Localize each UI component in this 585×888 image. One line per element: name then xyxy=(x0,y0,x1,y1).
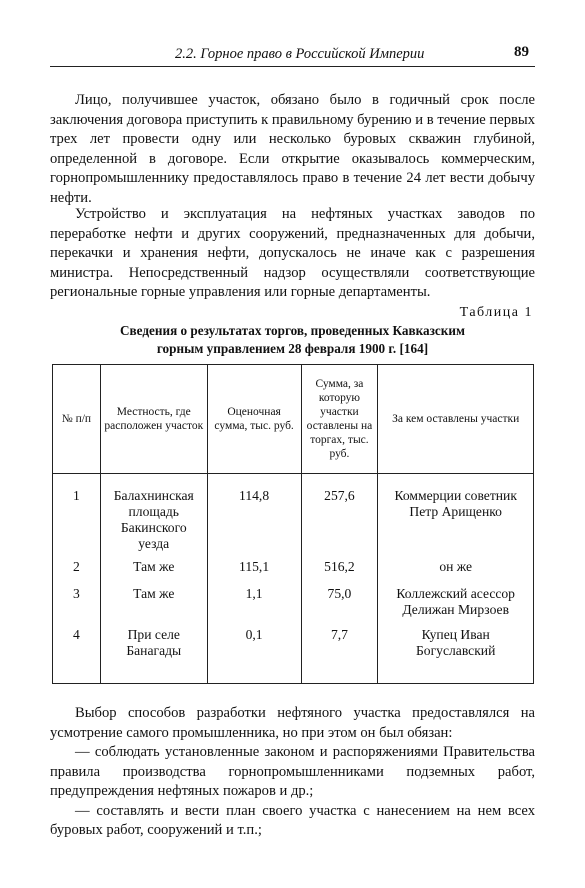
auction-results-table xyxy=(52,364,534,684)
table-row xyxy=(53,474,534,555)
paragraph-text: Выбор способов разработки нефтяного участка предоставлялся на усмотрение самого промышленника, но при этом он был обязан: xyxy=(50,705,535,741)
paragraph-text: Устройство и эксплуатация на нефтяных участках заводов по переработке нефти и других сооружений, предназначенных для добычи, перекачки и хранения нефти, допускалось не иначе как с разрешения министра. Непосредственный надзор осуществляли соответствующие региональные горные управления или горные департаменты. xyxy=(50,206,535,300)
cell-estimate: 0,1 xyxy=(207,623,301,684)
cell-location: Там же xyxy=(100,555,207,582)
cell-winner: он же xyxy=(378,555,534,582)
cell-auction-sum: 7,7 xyxy=(301,623,378,684)
cell-number: 2 xyxy=(53,555,101,582)
list-item: — составлять и вести план своего участка с нанесением на нем всех буровых работ, сооружений и т.п.; xyxy=(50,802,535,838)
table-row xyxy=(53,623,534,684)
paragraph-text: Лицо, получившее участок, обязано было в годичный срок после заключения договора приступить к правильному бурению и в течение первых трех лет провести одну или несколько буровых скважин глубиной, определенной в договоре. Если открытие оказывалось коммерческим, горнопромышленнику предоставлялось право в течение 24 лет вести добычу нефти. xyxy=(50,92,535,206)
cell-winner: Коммерции советник Петр Арищенко xyxy=(378,474,534,555)
header-winner: За кем оставлены участки xyxy=(378,365,534,474)
cell-location: При селе Банагады xyxy=(100,623,207,684)
cell-winner: Коллежский асессор Делижан Мирзоев xyxy=(378,582,534,623)
header-estimate: Оценочная сумма, тыс. руб. xyxy=(207,365,301,474)
header-auction-sum: Сумма, за которую участки оставлены на торгах, тыс. руб. xyxy=(301,365,378,474)
header-location: Местность, где расположен участок xyxy=(100,365,207,474)
table-caption-line: горным управлением 28 февраля 1900 г. [164] xyxy=(156,341,429,356)
table-caption xyxy=(50,322,535,358)
cell-number: 4 xyxy=(53,623,101,684)
page-header xyxy=(50,40,535,67)
running-title: 2.2. Горное право в Российской Империи xyxy=(175,46,425,62)
cell-auction-sum: 75,0 xyxy=(301,582,378,623)
table-row xyxy=(53,582,534,623)
cell-location: Там же xyxy=(100,582,207,623)
paragraph-obligations xyxy=(50,704,535,841)
table-label: Таблица 1 xyxy=(459,305,533,320)
cell-estimate: 114,8 xyxy=(207,474,301,555)
cell-number: 3 xyxy=(53,582,101,623)
cell-auction-sum: 257,6 xyxy=(301,474,378,555)
cell-winner: Купец Иван Богуславский xyxy=(378,623,534,684)
paragraph-facilities xyxy=(50,205,535,303)
table-header-row xyxy=(53,365,534,474)
paragraph-lease-obligations xyxy=(50,91,535,208)
cell-location: Балахнинская площадь Бакинского уезда xyxy=(100,474,207,555)
table-row xyxy=(53,555,534,582)
page-number: 89 xyxy=(514,44,529,60)
cell-number: 1 xyxy=(53,474,101,555)
list-item: — соблюдать установленные законом и распоряжениями Правительства правила производства горнопромышленниками подземных работ, предупреждения нефтяных пожаров и др.; xyxy=(50,744,535,799)
cell-estimate: 1,1 xyxy=(207,582,301,623)
header-number: № п/п xyxy=(53,365,101,474)
table-caption-line: Сведения о результатах торгов, проведенных Кавказским xyxy=(120,323,465,338)
cell-auction-sum: 516,2 xyxy=(301,555,378,582)
cell-estimate: 115,1 xyxy=(207,555,301,582)
